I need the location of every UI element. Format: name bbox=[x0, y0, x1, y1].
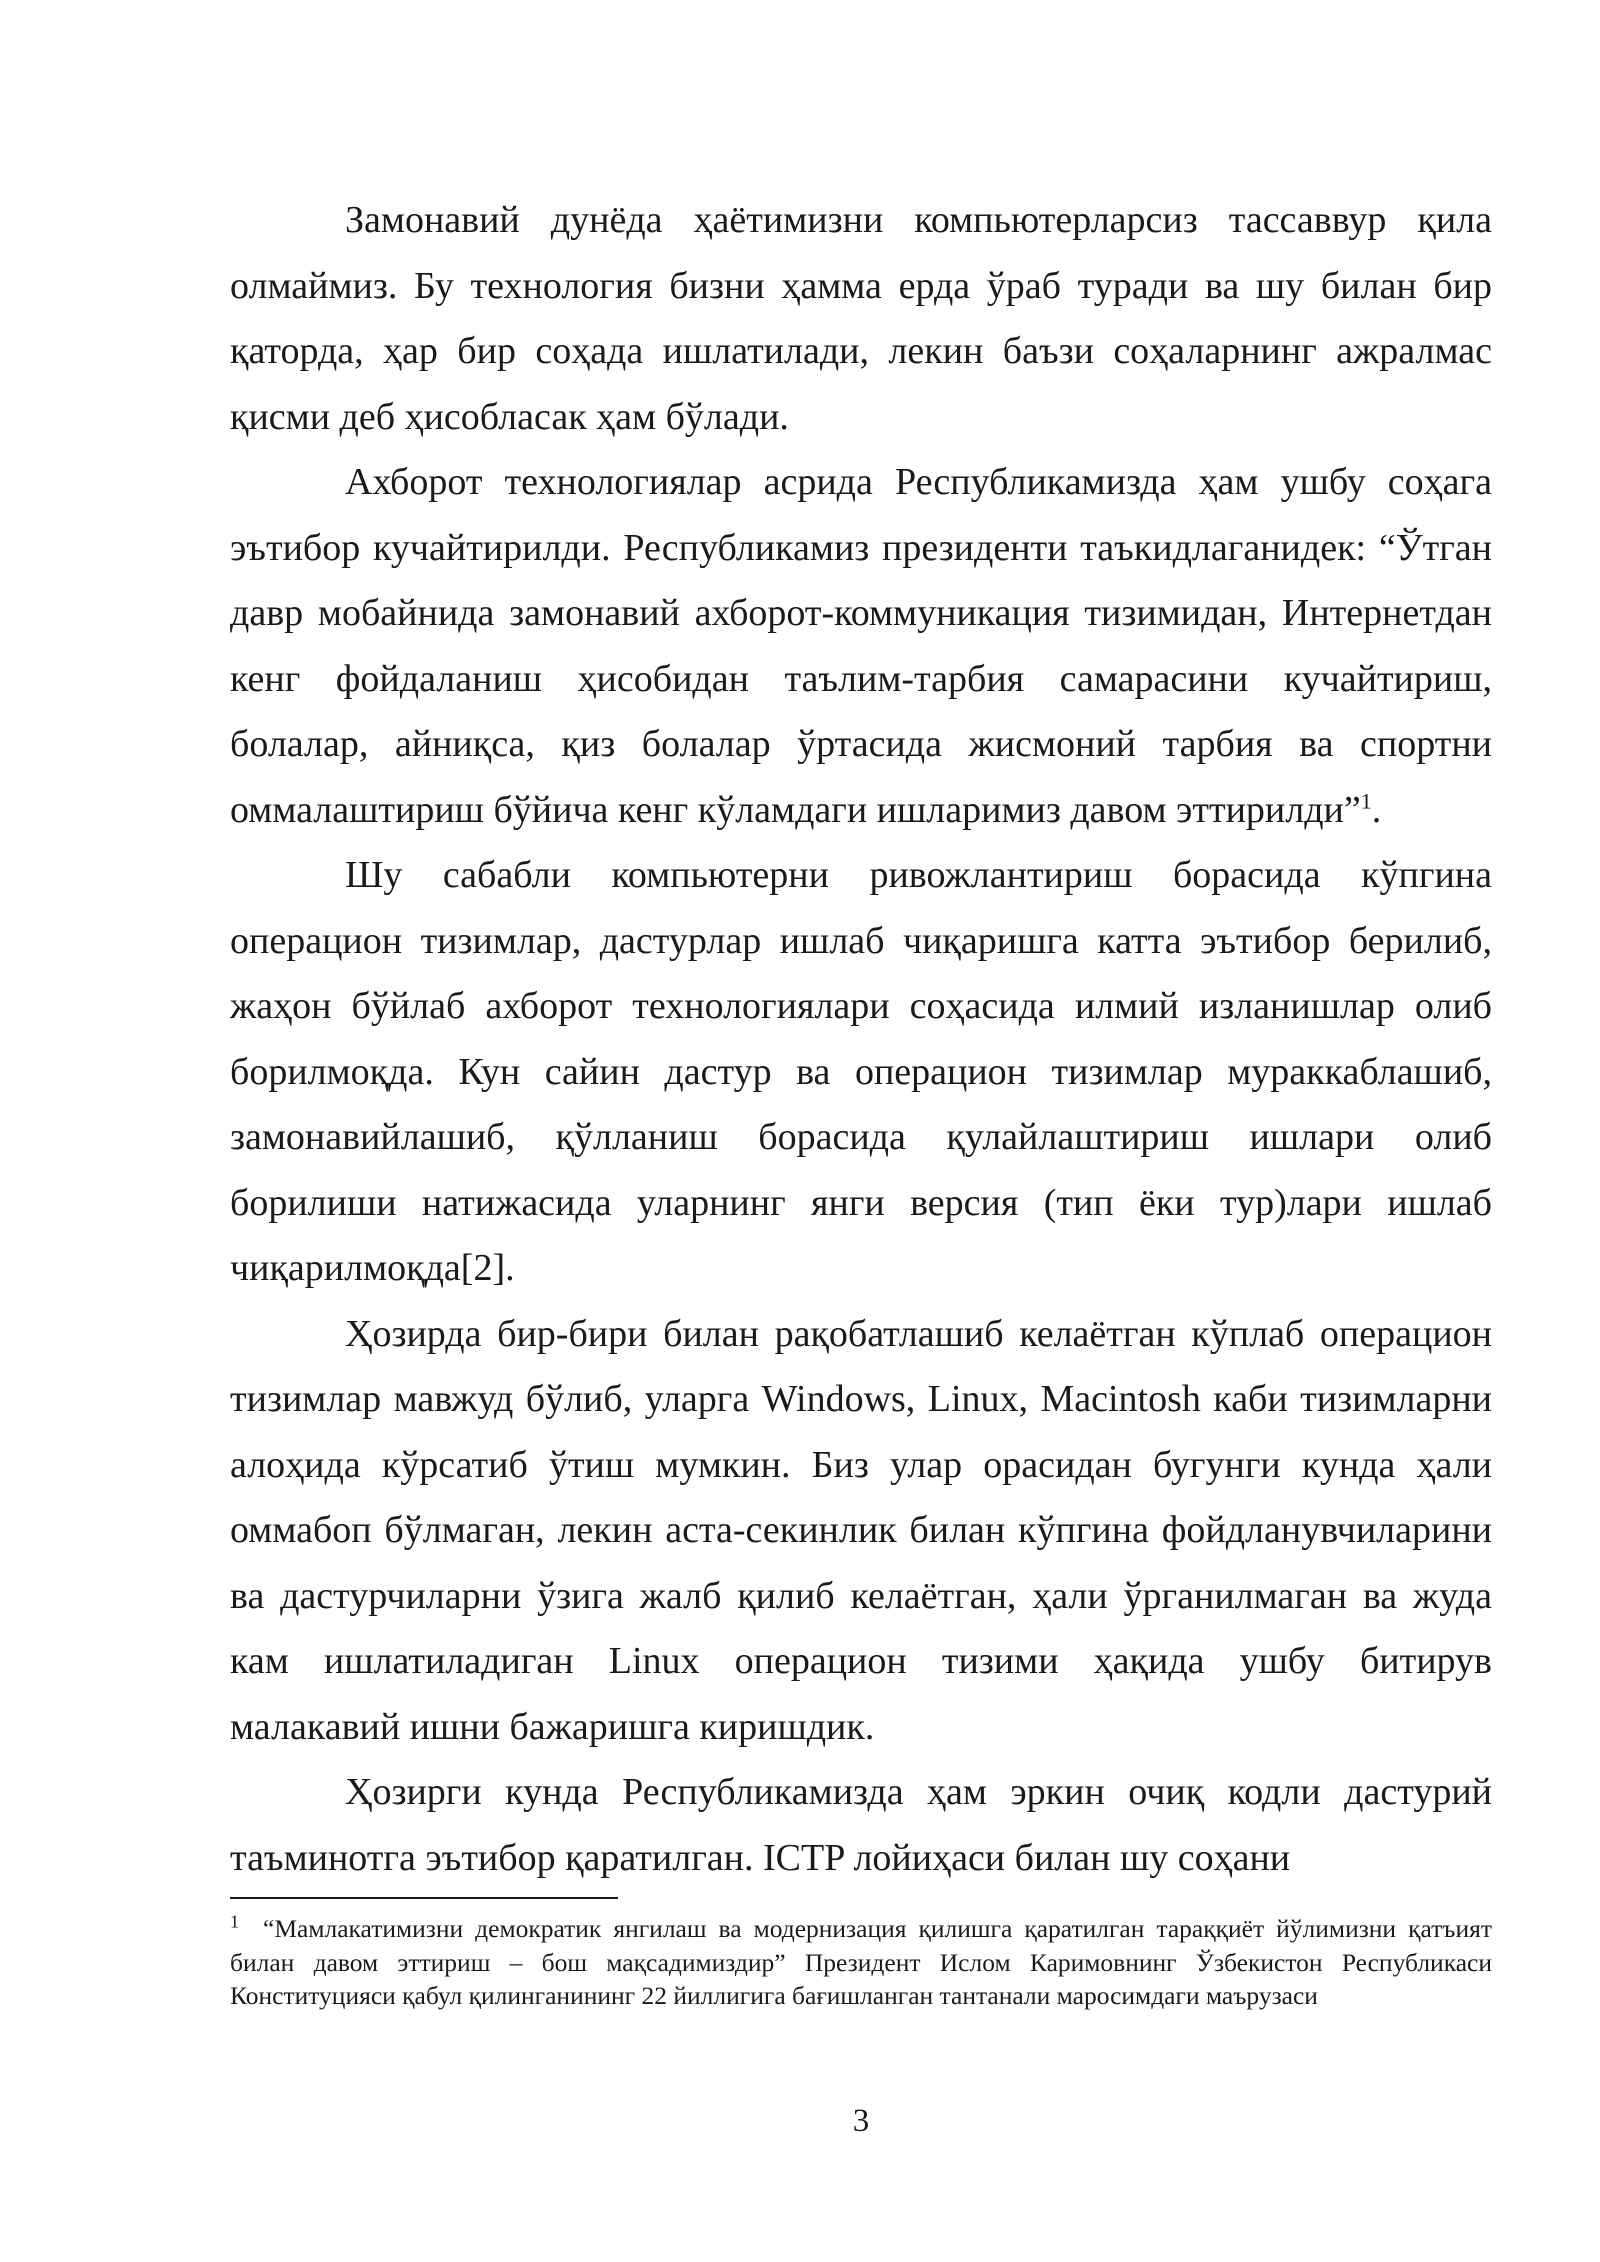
paragraph-end-punctuation: . bbox=[1371, 788, 1382, 831]
paragraph-text: Ахборот технологиялар асрида Республикамизда ҳам ушбу соҳага эътибор кучайтирилди. Республикамиз президенти таъкидлаганидек: “Ўтган давр мобайнида замонавий ахборот-коммуникация тизимидан, Интернетдан кенг фойдаланиш ҳисобидан таълим-тарбия самарасини кучайтириш, болалар, айниқса, қиз болалар ўртасида жисмоний тарбия ва спортни оммалаштириш бўйича кенг кўламдаги ишларимиз давом эттирилди” bbox=[230, 461, 1492, 831]
footnote-separator bbox=[230, 1897, 618, 1899]
paragraph: Шу сабабли компьютерни ривожлантириш борасида кўпгина операцион тизимлар, дастурлар ишлаб чиқаришга катта эътибор берилиб, жаҳон бўйлаб ахборот технологиялари соҳасида илмий изланишлар олиб борилмоқда. Кун сайин дастур ва операцион тизимлар мураккаблашиб, замонавийлашиб, қўлланиш борасида қулайлаштириш ишлари олиб борилиши натижасида уларнинг янги версия (тип ёки тур)лари ишлаб чиқарилмоқда[2]. bbox=[230, 854, 1492, 1289]
footnote-marker: 1 bbox=[230, 1911, 239, 1932]
body-text bbox=[230, 188, 1492, 1891]
paragraph: Ҳозирда бир-бири билан рақобатлашиб келаётган кўплаб операцион тизимлар мавжуд бўлиб, уларга Windows, Linux, Macintosh каби тизимларни алоҳида кўрсатиб ўтиш мумкин. Биз улар орасидан бугунги кунда ҳали оммабоп бўлмаган, лекин аста-секинлик билан кўпгина фойдланувчиларини ва дастурчиларни ўзига жалб қилиб келаётган, ҳали ўрганилмаган ва жуда кам ишлатиладиган Linux операцион тизими ҳақида ушбу битирув малакавий ишни бажаришга киришдик. bbox=[230, 1312, 1492, 1748]
page-number: 3 bbox=[852, 2103, 870, 2139]
paragraph bbox=[230, 450, 1492, 843]
paragraph: Замонавий дунёда ҳаётимизни компьютерларсиз тассаввур қила олмаймиз. Бу технология бизни ҳамма ерда ўраб туради ва шу билан бир қаторда, ҳар бир соҳада ишлатилади, лекин баъзи соҳаларнинг ажралмас қисми деб ҳисобласак ҳам бўлади. bbox=[230, 199, 1492, 438]
footnote-text: “Мамлакатимизни демократик янгилаш ва модернизация қилишга қаратилган тараққиёт йўлимизни қатъият билан давом эттириш – бош мақсадимиздир” Президент Ислом Каримовнинг Ўзбекистон Республикаси Конституцияси қабул қилинганининг 22 йиллигига бағишланган тантанали маросимдаги маърузаси bbox=[230, 1914, 1492, 2010]
footnote bbox=[230, 1912, 1492, 2013]
footnote-reference[interactable]: 1 bbox=[1360, 787, 1372, 813]
paragraph: Ҳозирги кунда Республикамизда ҳам эркин очиқ кодли дастурий таъминотга эътибор қаратилган. ICTP лойиҳаси билан шу соҳани bbox=[230, 1771, 1492, 1879]
